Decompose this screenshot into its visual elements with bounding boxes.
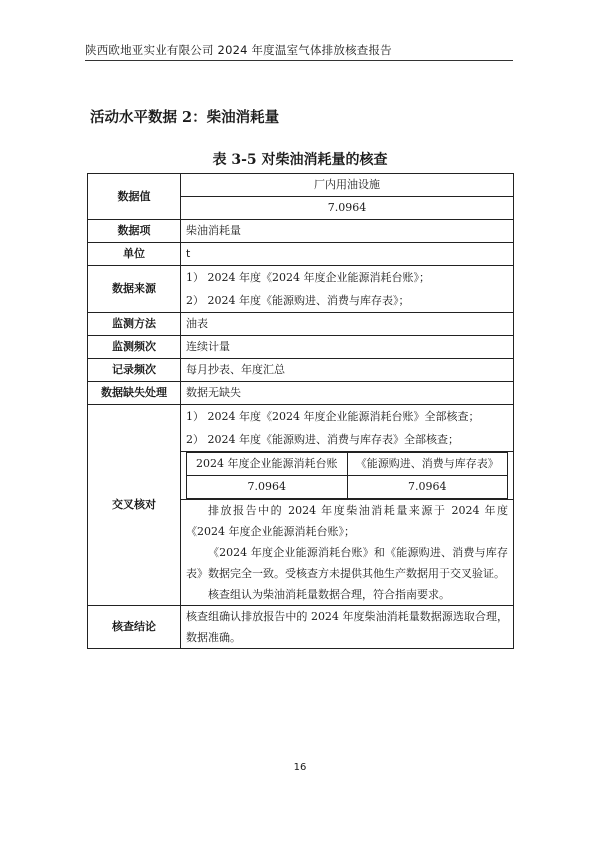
sub-value-inventory: 7.0964	[347, 476, 508, 499]
label-record: 记录频次	[88, 359, 181, 382]
data-value-cell: 7.0964	[181, 197, 514, 220]
missing-cell: 数据无缺失	[181, 382, 514, 405]
facility-cell: 厂内用油设施	[181, 174, 514, 197]
method-cell: 油表	[181, 313, 514, 336]
table-row	[88, 266, 514, 313]
label-frequency: 监测频次	[88, 336, 181, 359]
page-number: 16	[293, 762, 307, 773]
table-row	[88, 220, 514, 243]
table-row	[88, 405, 514, 452]
label-conclusion: 核查结论	[88, 606, 181, 649]
table-row	[88, 382, 514, 405]
unit-cell: t	[181, 243, 514, 266]
table-row	[88, 359, 514, 382]
label-unit: 单位	[88, 243, 181, 266]
table-row	[88, 174, 514, 197]
table-row	[88, 336, 514, 359]
verification-table	[87, 173, 514, 649]
cross-check-paragraph-3: 核查组认为柴油消耗量数据合理，符合指南要求。	[208, 588, 450, 601]
frequency-cell: 连续计量	[181, 336, 514, 359]
header-rule	[85, 60, 513, 61]
table-caption: 表 3-5 对柴油消耗量的核查	[212, 152, 388, 168]
cross-check-paragraph-1: 排放报告中的 2024 年度柴油消耗量来源于 2024 年度《2024 年度企业能源消耗台账》；	[186, 504, 508, 538]
label-data-value: 数据值	[88, 174, 181, 220]
page-header: 陕西欧地亚实业有限公司 2024 年度温室气体排放核查报告	[85, 43, 392, 57]
label-source: 数据来源	[88, 266, 181, 313]
cross-check-line-1: 1） 2024 年度《2024 年度企业能源消耗台账》全部核查；	[186, 410, 480, 423]
data-item-cell: 柴油消耗量	[181, 220, 514, 243]
table-row	[88, 243, 514, 266]
section-title: 活动水平数据 2：柴油消耗量	[90, 109, 280, 126]
record-cell: 每月抄表、年度汇总	[181, 359, 514, 382]
cross-check-paragraph-2: 《2024 年度企业能源消耗台账》和《能源购进、消费与库存表》数据完全一致。受核查方未提供其他生产数据用于交叉验证。	[186, 546, 508, 580]
cross-check-line-2: 2） 2024 年度《能源购进、消费与库存表》全部核查；	[186, 433, 459, 446]
source-line-2: 2） 2024 年度《能源购进、消费与库存表》；	[186, 294, 410, 307]
conclusion-cell: 核查组确认排放报告中的 2024 年度柴油消耗量数据源选取合理，数据准确。	[186, 610, 508, 644]
sub-header-inventory: 《能源购进、消费与库存表》	[347, 453, 508, 476]
sub-header-ledger: 2024 年度企业能源消耗台账	[187, 453, 348, 476]
table-row	[88, 313, 514, 336]
source-line-1: 1） 2024 年度《2024 年度企业能源消耗台账》；	[186, 271, 430, 284]
label-missing: 数据缺失处理	[88, 382, 181, 405]
sub-value-ledger: 7.0964	[187, 476, 348, 499]
label-data-item: 数据项	[88, 220, 181, 243]
table-row	[88, 606, 514, 649]
label-method: 监测方法	[88, 313, 181, 336]
label-cross-check: 交叉核对	[88, 405, 181, 606]
cross-check-subtable	[186, 452, 508, 499]
